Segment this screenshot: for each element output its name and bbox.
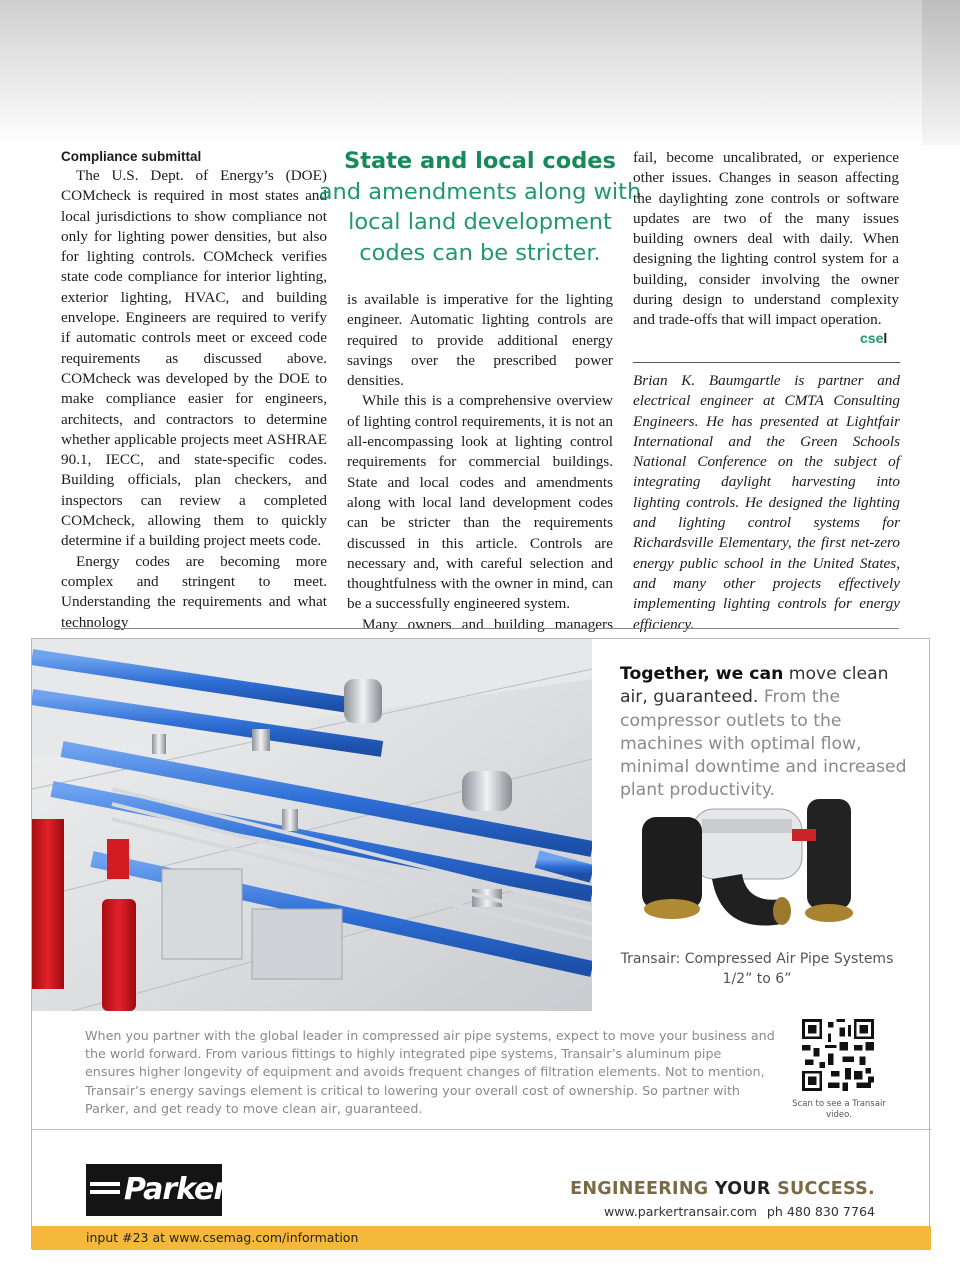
tagline-part-2: YOUR xyxy=(714,1179,771,1199)
article-column-2 xyxy=(347,290,613,655)
body-paragraph: Many owners and building managers xyxy=(362,615,613,633)
author-bio: Brian K. Baumgartle is partner and electrical engineer at CMTA Consulting Engineers. He has presented at Lightfair International and the Green Schools National Conference on the subject of integrating daylight harvesting into lighting controls. He designed the lighting and lighting control systems for Richardsville Elementary, the first net-zero energy public school in the United States, and many other projects effectively implementing lighting controls for energy efficiency. xyxy=(633,372,900,633)
pull-quote xyxy=(318,146,642,268)
body-paragraph: Energy codes are becoming more complex and stringent to meet. Understanding the requirements and what technology xyxy=(61,552,327,631)
article-column-3 xyxy=(633,148,899,331)
tagline-part-1: ENGINEERING xyxy=(570,1179,709,1199)
ad-headline-light: From the compressor outlets to the machines with optimal flow, minimal downtime and increased plant productivity. xyxy=(620,687,907,801)
ad-contact xyxy=(604,1204,875,1219)
article-ad-divider xyxy=(61,628,899,629)
page-top-shade xyxy=(0,0,960,145)
transair-fittings-image xyxy=(632,789,872,939)
product-caption: Transair: Compressed Air Pipe Systems 1/2” to 6” xyxy=(620,951,894,987)
body-paragraph: is available is imperative for the lighting engineer. Automatic lighting controls are required to provide additional energy savings over the prescribed power densities. xyxy=(347,291,613,390)
ad-headline xyxy=(620,663,910,803)
pull-quote-bold: State and local codes xyxy=(344,148,616,174)
qr-code-icon[interactable] xyxy=(802,1019,874,1091)
ad-tagline xyxy=(570,1179,875,1199)
ad-body-text: When you partner with the global leader in compressed air pipe systems, expect to move your business and the world forward. From various fittings to highly integrated pipe systems, Transair’s aluminum pipe ensures higher longevity of equipment and avoids frequent changes of filtration elements. Not to mention, Transair’s energy savings element is critical to lowering your overall cost of ownership. So partner with Parker, and get ready to move clean air, guaranteed. xyxy=(85,1028,775,1116)
input-link[interactable]: input #23 at www.csemag.com/information xyxy=(86,1230,359,1245)
tagline-part-3: SUCCESS. xyxy=(777,1179,875,1199)
ad-headline-dark: move clean air, guaranteed. xyxy=(620,664,889,708)
end-mark-suffix: l xyxy=(883,330,888,346)
section-heading: Compliance submittal xyxy=(61,149,202,164)
page-edge-shade xyxy=(922,0,960,145)
input-bar xyxy=(32,1226,931,1250)
website-link[interactable]: www.parkertransair.com xyxy=(603,1204,757,1219)
parker-logo-icon xyxy=(86,1164,228,1216)
brand-name: Parker xyxy=(124,1172,228,1207)
article-column-1 xyxy=(61,149,327,633)
ad-headline-bold: Together, we can xyxy=(620,664,784,684)
pull-quote-text: and amendments along with local land development codes can be stricter. xyxy=(318,178,642,266)
bio-divider xyxy=(633,362,900,363)
body-paragraph: While this is a comprehensive overview of lighting control requirements, it is not an all-encompassing look at lighting control requirements for commercial buildings. State and local codes and amendments along with local land development codes can be stricter than the requirements discussed in this article. Controls are necessary and, with careful selection and thoughtfulness with the owner in mind, can be a successfully engineered system. xyxy=(347,392,613,613)
ad-divider xyxy=(32,1129,931,1130)
qr-label: Scan to see a Transair video. xyxy=(792,1099,886,1120)
pipe-system-photo xyxy=(32,639,592,1011)
body-paragraph: fail, become uncalibrated, or experience other issues. Changes in season affecting the daylighting zone controls or software updates are two of the many issues building owners deal with daily. When designing the lighting control system for a building, consider involving the owner during design to understand complexity and trade-offs that will impact operation. xyxy=(633,149,899,329)
body-paragraph: The U.S. Dept. of Energy’s (DOE) COMcheck is required in most states and local jurisdictions to show compliance not only for lighting power densities, but also for lighting controls. COMcheck verifies state code compliance for interior lighting, exterior lighting, HVAC, and building envelope. Engineers are required to verify if automatic controls meet or exceed code requirements as discussed above. COMcheck was developed by the DOE to make compliance easier for engineers, architects, and contractors to determine whether applicable projects meet ASHRAE 90.1, IECC, and state-specific codes. Building officials, plan checkers, and inspectors can review a completed COMcheck, allowing them to quickly determine if a building project meets code. xyxy=(61,167,327,550)
end-mark-prefix: cse xyxy=(860,330,884,346)
parker-advertisement[interactable] xyxy=(31,638,930,1249)
phone-number: ph 480 830 7764 xyxy=(766,1204,875,1219)
end-mark xyxy=(860,330,887,346)
